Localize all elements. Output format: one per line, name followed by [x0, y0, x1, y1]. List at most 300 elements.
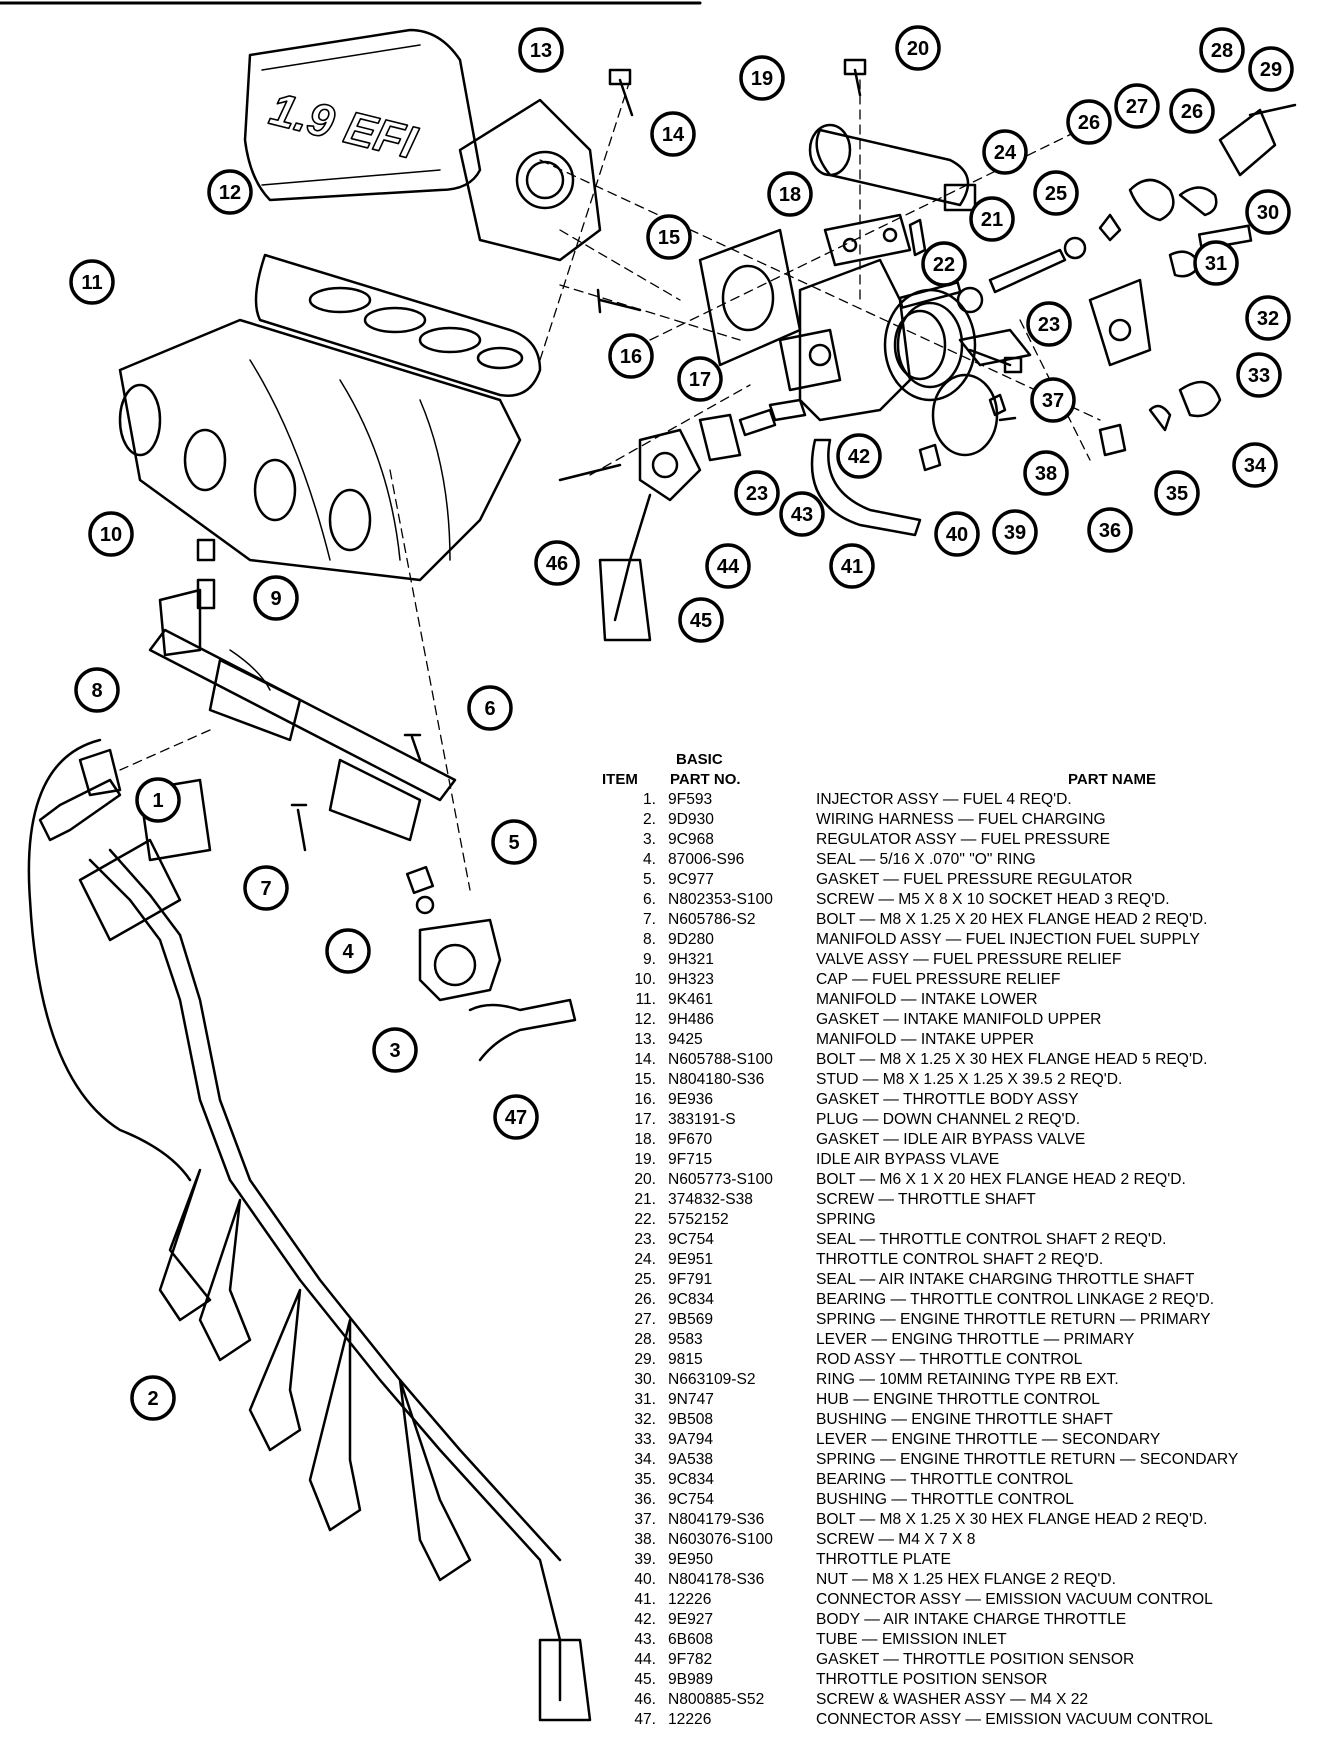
- part-name: SEAL — 5/16 X .070" "O" RING: [816, 851, 1036, 868]
- table-row: [598, 1410, 1318, 1430]
- table-row: [598, 1090, 1318, 1110]
- table-row: [598, 1010, 1318, 1030]
- item-number: 13.: [634, 1031, 656, 1048]
- part-number: N804178-S36: [668, 1571, 765, 1588]
- callout-1: [137, 779, 179, 821]
- callout-25: [1035, 172, 1077, 214]
- part-name: WIRING HARNESS — FUEL CHARGING: [816, 811, 1106, 828]
- callout-29: [1250, 48, 1292, 90]
- item-number: 41.: [634, 1591, 656, 1608]
- part-name: ROD ASSY — THROTTLE CONTROL: [816, 1351, 1083, 1368]
- part-name: THROTTLE POSITION SENSOR: [816, 1671, 1048, 1688]
- part-number: 9F670: [668, 1131, 713, 1148]
- part-number: 9A538: [668, 1451, 714, 1468]
- callout-number: 29: [1259, 59, 1283, 81]
- callout-number: 21: [980, 209, 1004, 231]
- callout-number: 24: [993, 142, 1017, 164]
- part-name: BOLT — M8 X 1.25 X 20 HEX FLANGE HEAD 2 REQ'D.: [816, 911, 1208, 928]
- part-number: 9E950: [668, 1551, 714, 1568]
- table-row: [598, 970, 1318, 990]
- table-row: [598, 1630, 1318, 1650]
- part-number: 9C754: [668, 1231, 714, 1248]
- part-number: 5752152: [668, 1211, 729, 1228]
- item-number: 12.: [634, 1011, 656, 1028]
- item-number: 32.: [634, 1411, 656, 1428]
- part-number: 9C834: [668, 1471, 714, 1488]
- header-part-no: PART NO.: [670, 771, 741, 788]
- part-number: N605773-S100: [668, 1171, 773, 1188]
- callout-20: [897, 27, 939, 69]
- part-number: 9H323: [668, 971, 714, 988]
- callout-number: 31: [1204, 253, 1228, 275]
- fuel-injector: [40, 750, 120, 840]
- callout-number: 25: [1044, 183, 1068, 205]
- callout-number: 44: [716, 556, 740, 578]
- callout-34: [1234, 444, 1276, 486]
- table-row: [598, 1350, 1318, 1370]
- item-number: 28.: [634, 1331, 656, 1348]
- callout-number: 2: [147, 1388, 159, 1410]
- part-number: 383191-S: [668, 1111, 736, 1128]
- item-number: 21.: [634, 1191, 656, 1208]
- callout-number: 34: [1243, 455, 1267, 477]
- table-row: [598, 990, 1318, 1010]
- table-row: [598, 1310, 1318, 1330]
- callout-number: 10: [99, 524, 123, 546]
- part-number: 12226: [668, 1711, 712, 1728]
- part-name: BEARING — THROTTLE CONTROL LINKAGE 2 REQ'D.: [816, 1291, 1215, 1308]
- callout-26-secondary: [1171, 90, 1213, 132]
- callout-13: [520, 29, 562, 71]
- item-number: 34.: [634, 1451, 656, 1468]
- item-number: 31.: [634, 1391, 656, 1408]
- part-name: GASKET — IDLE AIR BYPASS VALVE: [816, 1131, 1086, 1148]
- table-row: [598, 1230, 1318, 1250]
- part-number: 9815: [668, 1351, 703, 1368]
- callout-number: 30: [1256, 202, 1280, 224]
- callout-number: 22: [932, 254, 956, 276]
- callout-12: [209, 171, 251, 213]
- callout-number: 18: [778, 184, 802, 206]
- throttle-position-sensor: [560, 400, 805, 640]
- part-number: 9E927: [668, 1611, 714, 1628]
- item-number: 16.: [634, 1091, 656, 1108]
- part-name: THROTTLE CONTROL SHAFT 2 REQ'D.: [816, 1251, 1104, 1268]
- callout-24: [984, 131, 1026, 173]
- part-name: TUBE — EMISSION INLET: [816, 1631, 1007, 1648]
- item-number: 7.: [642, 911, 656, 928]
- callout-42: [838, 435, 880, 477]
- callout-number: 16: [619, 346, 643, 368]
- part-name: BODY — AIR INTAKE CHARGE THROTTLE: [816, 1611, 1127, 1628]
- callout-6: [469, 687, 511, 729]
- part-name: SPRING: [816, 1211, 876, 1228]
- part-number: 9D930: [668, 811, 714, 828]
- part-number: 9D280: [668, 931, 714, 948]
- part-number: 9B989: [668, 1671, 714, 1688]
- item-number: 24.: [634, 1251, 656, 1268]
- item-number: 25.: [634, 1271, 656, 1288]
- part-number: 6B608: [668, 1631, 714, 1648]
- callout-44: [707, 545, 749, 587]
- throttle-body-gasket: [700, 230, 800, 365]
- callout-3: [374, 1029, 416, 1071]
- item-number: 42.: [634, 1611, 656, 1628]
- part-name: BUSHING — ENGINE THROTTLE SHAFT: [816, 1411, 1113, 1428]
- parts-table: [598, 750, 1318, 1730]
- callout-38: [1025, 452, 1067, 494]
- part-number: 87006-S96: [668, 851, 745, 868]
- callout-22: [923, 243, 965, 285]
- callout-9: [255, 577, 297, 619]
- part-number: 9A794: [668, 1431, 714, 1448]
- part-name: GASKET — FUEL PRESSURE REGULATOR: [816, 871, 1133, 888]
- part-number: 9E936: [668, 1091, 714, 1108]
- item-number: 46.: [634, 1691, 656, 1708]
- item-number: 6.: [642, 891, 656, 908]
- callout-number: 45: [689, 610, 713, 632]
- callout-number: 5: [508, 832, 520, 854]
- part-name: SCREW — M5 X 8 X 10 SOCKET HEAD 3 REQ'D.: [816, 891, 1170, 908]
- table-row: [598, 950, 1318, 970]
- item-number: 47.: [634, 1711, 656, 1728]
- part-name: BOLT — M8 X 1.25 X 30 HEX FLANGE HEAD 5 REQ'D.: [816, 1051, 1208, 1068]
- part-name: INJECTOR ASSY — FUEL 4 REQ'D.: [816, 791, 1072, 808]
- part-number: 9K461: [668, 991, 714, 1008]
- part-name: MANIFOLD — INTAKE LOWER: [816, 991, 1038, 1008]
- item-number: 4.: [642, 851, 656, 868]
- item-number: 2.: [642, 811, 656, 828]
- part-number: N804179-S36: [668, 1511, 765, 1528]
- part-number: 9C977: [668, 871, 714, 888]
- throttle-levers-springs: [1090, 105, 1295, 455]
- callout-40: [936, 513, 978, 555]
- table-row: [598, 1650, 1318, 1670]
- part-name: LEVER — ENGING THROTTLE — PRIMARY: [816, 1331, 1135, 1348]
- part-name: VALVE ASSY — FUEL PRESSURE RELIEF: [816, 951, 1122, 968]
- callout-19: [741, 57, 783, 99]
- table-row: [598, 1590, 1318, 1610]
- callout-8: [76, 669, 118, 711]
- part-number: 9E951: [668, 1251, 714, 1268]
- part-name: SCREW — THROTTLE SHAFT: [816, 1191, 1036, 1208]
- callout-4: [327, 930, 369, 972]
- part-number: 9C968: [668, 831, 714, 848]
- part-name: BOLT — M8 X 1.25 X 30 HEX FLANGE HEAD 2 REQ'D.: [816, 1511, 1208, 1528]
- item-number: 9.: [642, 951, 656, 968]
- callout-35: [1156, 472, 1198, 514]
- lower-intake-manifold: [120, 320, 520, 580]
- parts-table-header: [598, 750, 1318, 790]
- callout-number: 26: [1077, 112, 1101, 134]
- table-row: [598, 1250, 1318, 1270]
- part-name: PLUG — DOWN CHANNEL 2 REQ'D.: [816, 1111, 1081, 1128]
- item-number: 1.: [642, 791, 656, 808]
- item-number: 3.: [642, 831, 656, 848]
- table-row: [598, 810, 1318, 830]
- part-number: 9F715: [668, 1151, 713, 1168]
- callout-number: 35: [1165, 483, 1189, 505]
- table-row: [598, 1670, 1318, 1690]
- callout-number: 17: [688, 369, 712, 391]
- table-row: [598, 1190, 1318, 1210]
- item-number: 5.: [642, 871, 656, 888]
- table-row: [598, 850, 1318, 870]
- part-number: 9F791: [668, 1271, 713, 1288]
- callout-5: [493, 821, 535, 863]
- callout-number: 27: [1125, 96, 1149, 118]
- table-row: [598, 1330, 1318, 1350]
- part-name: MANIFOLD ASSY — FUEL INJECTION FUEL SUPPLY: [816, 931, 1200, 948]
- callout-number: 26: [1180, 101, 1204, 123]
- part-name: SPRING — ENGINE THROTTLE RETURN — PRIMARY: [816, 1311, 1211, 1328]
- callout-32: [1247, 297, 1289, 339]
- callout-18: [769, 173, 811, 215]
- callout-number: 37: [1041, 390, 1065, 412]
- part-name: CONNECTOR ASSY — EMISSION VACUUM CONTROL: [816, 1711, 1213, 1728]
- callout-28: [1201, 29, 1243, 71]
- item-number: 33.: [634, 1431, 656, 1448]
- item-number: 11.: [635, 991, 656, 1008]
- table-row: [598, 1710, 1318, 1730]
- item-number: 43.: [634, 1631, 656, 1648]
- callout-number: 32: [1256, 308, 1280, 330]
- part-number: 9F782: [668, 1651, 713, 1668]
- callout-17: [679, 358, 721, 400]
- item-number: 35.: [634, 1471, 656, 1488]
- item-number: 45.: [634, 1671, 656, 1688]
- part-name: STUD — M8 X 1.25 X 1.25 X 39.5 2 REQ'D.: [816, 1071, 1123, 1088]
- table-row: [598, 1150, 1318, 1170]
- callout-number: 6: [484, 698, 496, 720]
- table-row: [598, 1510, 1318, 1530]
- callout-number: 3: [389, 1040, 401, 1062]
- table-row: [598, 1570, 1318, 1590]
- part-number: 374832-S38: [668, 1191, 753, 1208]
- table-row: [598, 1030, 1318, 1050]
- part-number: N802353-S100: [668, 891, 773, 908]
- callout-number: 4: [342, 941, 354, 963]
- callout-number: 43: [790, 504, 814, 526]
- callout-number: 8: [91, 680, 103, 702]
- part-name: GASKET — INTAKE MANIFOLD UPPER: [816, 1011, 1102, 1028]
- part-name: NUT — M8 X 1.25 HEX FLANGE 2 REQ'D.: [816, 1571, 1116, 1588]
- callout-number: 23: [1037, 314, 1061, 336]
- part-name: BOLT — M6 X 1 X 20 HEX FLANGE HEAD 2 REQ'D.: [816, 1171, 1186, 1188]
- callout-46: [536, 542, 578, 584]
- table-row: [598, 1170, 1318, 1190]
- part-name: REGULATOR ASSY — FUEL PRESSURE: [816, 831, 1111, 848]
- item-number: 44.: [634, 1651, 656, 1668]
- callout-number: 36: [1098, 520, 1122, 542]
- callout-number: 14: [661, 124, 685, 146]
- item-number: 39.: [634, 1551, 656, 1568]
- callout-21: [971, 198, 1013, 240]
- callout-number: 40: [945, 524, 969, 546]
- callout-number: 7: [260, 878, 272, 900]
- callout-30: [1247, 191, 1289, 233]
- table-row: [598, 1370, 1318, 1390]
- header-part-name: PART NAME: [1068, 771, 1157, 788]
- part-number: N605786-S2: [668, 911, 756, 928]
- table-row: [598, 1470, 1318, 1490]
- part-name: BEARING — THROTTLE CONTROL: [816, 1471, 1074, 1488]
- callout-number: 41: [840, 556, 864, 578]
- part-name: LEVER — ENGINE THROTTLE — SECONDARY: [816, 1431, 1161, 1448]
- callout-14: [652, 113, 694, 155]
- callout-41: [831, 545, 873, 587]
- part-name: SCREW & WASHER ASSY — M4 X 22: [816, 1691, 1089, 1708]
- item-number: 15.: [634, 1071, 656, 1088]
- table-row: [598, 1210, 1318, 1230]
- part-name: IDLE AIR BYPASS VLAVE: [816, 1151, 1000, 1168]
- table-row: [598, 890, 1318, 910]
- callout-23-secondary: [736, 472, 778, 514]
- item-number: 8.: [642, 931, 656, 948]
- part-number: 9B508: [668, 1411, 714, 1428]
- table-row: [598, 790, 1318, 810]
- callout-26: [1068, 101, 1110, 143]
- item-number: 23.: [634, 1231, 656, 1248]
- table-row: [598, 1270, 1318, 1290]
- part-number: 9N747: [668, 1391, 714, 1408]
- callout-number: 47: [504, 1107, 528, 1129]
- callout-16: [610, 335, 652, 377]
- callout-number: 1: [152, 790, 164, 812]
- table-row: [598, 910, 1318, 930]
- callout-45: [680, 599, 722, 641]
- parts-table-rows: [598, 790, 1318, 1730]
- part-name: THROTTLE PLATE: [816, 1551, 951, 1568]
- part-number: N804180-S36: [668, 1071, 765, 1088]
- item-number: 29.: [634, 1351, 656, 1368]
- part-name: SCREW — M4 X 7 X 8: [816, 1531, 976, 1548]
- callout-number: 33: [1247, 365, 1271, 387]
- table-row: [598, 1490, 1318, 1510]
- callout-number: 11: [81, 272, 103, 294]
- table-row: [598, 870, 1318, 890]
- part-number: N603076-S100: [668, 1531, 773, 1548]
- item-number: 17.: [634, 1111, 656, 1128]
- table-row: [598, 1450, 1318, 1470]
- callout-47: [495, 1096, 537, 1138]
- item-number: 30.: [634, 1371, 656, 1388]
- header-item: ITEM: [602, 771, 638, 788]
- callout-2: [132, 1377, 174, 1419]
- callout-number: 23: [745, 483, 769, 505]
- table-row: [598, 1530, 1318, 1550]
- table-row: [598, 1130, 1318, 1150]
- callout-43: [781, 493, 823, 535]
- item-number: 37.: [634, 1511, 656, 1528]
- callout-number: 9: [270, 588, 282, 610]
- part-number: 9F593: [668, 791, 713, 808]
- item-number: 27.: [634, 1311, 656, 1328]
- header-basic: BASIC: [676, 751, 723, 768]
- fuel-supply-manifold: [150, 590, 455, 840]
- embossed-efi-label: 1.9 EFI: [265, 82, 422, 169]
- part-number: 9C834: [668, 1291, 714, 1308]
- callout-15: [648, 216, 690, 258]
- table-row: [598, 1430, 1318, 1450]
- part-number: 9583: [668, 1331, 703, 1348]
- callout-39: [994, 511, 1036, 553]
- callout-number: 28: [1210, 40, 1234, 62]
- table-row: [598, 830, 1318, 850]
- item-number: 10.: [634, 971, 656, 988]
- part-name: BUSHING — THROTTLE CONTROL: [816, 1491, 1074, 1508]
- part-name: SPRING — ENGINE THROTTLE RETURN — SECONDARY: [816, 1451, 1239, 1468]
- item-number: 14.: [634, 1051, 656, 1068]
- part-number: 9H321: [668, 951, 714, 968]
- table-row: [598, 1390, 1318, 1410]
- table-row: [598, 1070, 1318, 1090]
- part-name: SEAL — THROTTLE CONTROL SHAFT 2 REQ'D.: [816, 1231, 1167, 1248]
- item-number: 20.: [634, 1171, 656, 1188]
- callout-number: 12: [218, 182, 242, 204]
- callout-10: [90, 513, 132, 555]
- callout-37: [1032, 379, 1074, 421]
- table-row: [598, 930, 1318, 950]
- callout-number: 42: [847, 446, 871, 468]
- table-row: [598, 1050, 1318, 1070]
- callout-number: 39: [1003, 522, 1027, 544]
- callout-number: 15: [657, 227, 681, 249]
- fuel-charging-wiring-harness: [29, 740, 590, 1720]
- part-number: 9H486: [668, 1011, 714, 1028]
- table-row: [598, 1110, 1318, 1130]
- part-number: 12226: [668, 1591, 712, 1608]
- fuel-pressure-regulator: [407, 867, 575, 1060]
- item-number: 38.: [634, 1531, 656, 1548]
- callout-31: [1195, 242, 1237, 284]
- part-number: N800885-S52: [668, 1691, 765, 1708]
- part-name: HUB — ENGINE THROTTLE CONTROL: [816, 1391, 1100, 1408]
- part-name: SEAL — AIR INTAKE CHARGING THROTTLE SHAFT: [816, 1271, 1195, 1288]
- part-number: 9425: [668, 1031, 703, 1048]
- item-number: 36.: [634, 1491, 656, 1508]
- table-row: [598, 1610, 1318, 1630]
- callout-7: [245, 867, 287, 909]
- table-row: [598, 1290, 1318, 1310]
- part-name: CAP — FUEL PRESSURE RELIEF: [816, 971, 1061, 988]
- callout-number: 38: [1034, 463, 1058, 485]
- item-number: 18.: [634, 1131, 656, 1148]
- callout-36: [1089, 509, 1131, 551]
- callout-number: 19: [750, 68, 774, 90]
- item-number: 22.: [634, 1211, 656, 1228]
- callout-number: 20: [906, 38, 930, 60]
- item-number: 26.: [634, 1291, 656, 1308]
- callout-33: [1238, 354, 1280, 396]
- callout-11: [71, 261, 113, 303]
- callout-27: [1116, 85, 1158, 127]
- part-number: 9C754: [668, 1491, 714, 1508]
- table-row: [598, 1550, 1318, 1570]
- intake-manifold-upper-gasket: [256, 255, 540, 396]
- callout-number: 13: [529, 40, 553, 62]
- item-number: 19.: [634, 1151, 656, 1168]
- part-name: CONNECTOR ASSY — EMISSION VACUUM CONTROL: [816, 1591, 1213, 1608]
- table-row: [598, 1690, 1318, 1710]
- callout-23: [1028, 303, 1070, 345]
- part-name: MANIFOLD — INTAKE UPPER: [816, 1031, 1035, 1048]
- part-name: RING — 10MM RETAINING TYPE RB EXT.: [816, 1371, 1119, 1388]
- callout-number: 46: [545, 553, 569, 575]
- part-name: GASKET — THROTTLE BODY ASSY: [816, 1091, 1079, 1108]
- part-number: 9B569: [668, 1311, 714, 1328]
- part-number: N605788-S100: [668, 1051, 773, 1068]
